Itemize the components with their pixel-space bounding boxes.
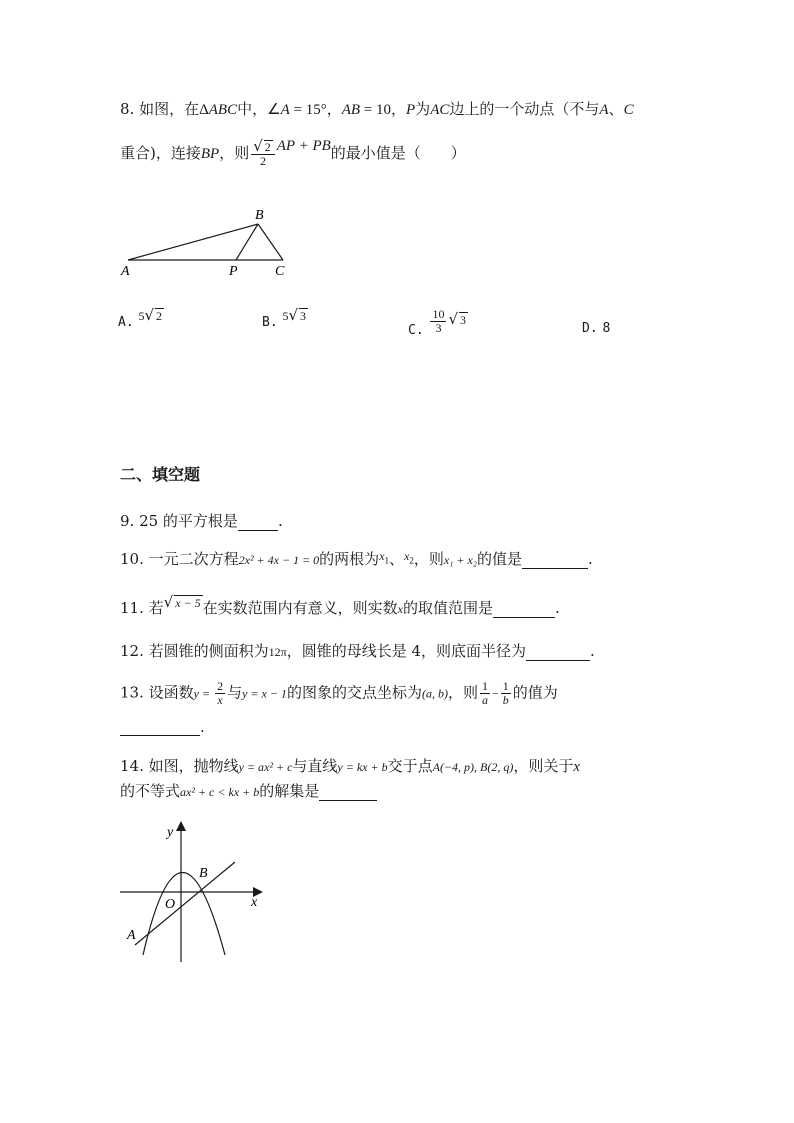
line-graph bbox=[135, 862, 235, 945]
option-d[interactable]: D. 8 bbox=[582, 321, 611, 336]
segment-bc-line bbox=[258, 224, 283, 260]
option-c-radical: √ 3 bbox=[448, 309, 466, 328]
delta-symbol: Δ bbox=[199, 102, 209, 118]
q13-answer-blank[interactable] bbox=[120, 721, 200, 736]
q8-text: ，则 bbox=[219, 144, 250, 162]
q8-text: 的最小值是（ ） bbox=[330, 144, 466, 162]
q12-answer-blank[interactable] bbox=[526, 646, 590, 661]
angle-symbol: ∠ bbox=[267, 102, 281, 118]
option-c[interactable]: C. $\frac{10}{3}$ √ 3 bbox=[408, 307, 466, 338]
label-x: x bbox=[251, 895, 258, 910]
option-c-fraction: $\frac{10}{3}$ bbox=[432, 307, 445, 335]
option-a[interactable]: A. $^{5√ 2}$ bbox=[118, 306, 162, 330]
parabola-graph bbox=[143, 873, 225, 956]
segment-ab: AB bbox=[341, 102, 361, 118]
segment-bp: BP bbox=[200, 146, 220, 162]
q8-text: 中， bbox=[237, 100, 268, 118]
point-c: C bbox=[623, 102, 634, 118]
q14-inequality: ax² + c < kx + b bbox=[180, 785, 260, 799]
triangle-abc: ABC bbox=[208, 102, 238, 118]
q13-point: (a, b) bbox=[421, 686, 448, 701]
label-a: A bbox=[127, 928, 136, 943]
option-b[interactable]: B. $^{5√ 3}$ bbox=[262, 306, 306, 330]
label-y: y bbox=[167, 825, 174, 840]
q9: 9. 25 的平方根是 . bbox=[120, 512, 283, 530]
option-d-value: 8 bbox=[602, 321, 611, 336]
q12: 12. 若圆锥的侧面积为12π，圆锥的母线长是 4，则底面半径为 . bbox=[120, 642, 595, 660]
q9-answer-blank[interactable] bbox=[238, 516, 278, 531]
expression-ap-pb: AP + PB bbox=[276, 138, 331, 154]
label-o: O bbox=[165, 897, 176, 912]
q10-answer-blank[interactable] bbox=[522, 554, 588, 569]
point-a: A bbox=[599, 102, 609, 118]
q11-answer-blank[interactable] bbox=[493, 603, 555, 618]
label-p: P bbox=[229, 264, 238, 279]
q10-x1: x1 bbox=[379, 549, 390, 566]
q13-line-func: y = x − 1 bbox=[242, 686, 287, 701]
option-b-value: 5√ 3 bbox=[282, 306, 306, 324]
q13-fraction-1-over-b: $\frac{1}{b}$ bbox=[502, 679, 509, 707]
q13-fraction-2-over-x: $\frac{2}{x}$ bbox=[217, 679, 224, 707]
q8-text: 边上的一个动点（不与 bbox=[449, 100, 600, 118]
q14-parabola: y = ax² + c bbox=[238, 760, 293, 774]
q8-line1 bbox=[120, 98, 634, 119]
q14-point-b: B(2, q) bbox=[480, 760, 514, 774]
q14-line2: 的不等式ax² + c < kx + b的解集是 bbox=[120, 780, 377, 801]
q8-text: 为 bbox=[415, 100, 431, 118]
q10-x2: x2 bbox=[404, 549, 414, 566]
q11-radical: √ x − 5 bbox=[163, 593, 201, 611]
point-p: P bbox=[406, 102, 416, 118]
q14-line1: 14. 如图，抛物线y = ax² + c与直线y = kx + b交于点A(−4, p), B(2, q)，则关于x bbox=[120, 757, 581, 775]
q14-point-a: A(−4, p) bbox=[432, 760, 475, 774]
sqrt2-over-2-fraction: $\frac{√ 2}{2}$ bbox=[251, 140, 275, 168]
label-b: B bbox=[199, 866, 208, 881]
label-a: A bbox=[121, 264, 130, 279]
q10-equation: 2x² + 4x − 1 = 0 bbox=[238, 553, 320, 567]
q8-text: 、 bbox=[608, 100, 624, 118]
q13-fraction-1-over-a: $\frac{1}{a}$ bbox=[481, 679, 488, 707]
q8-triangle-figure bbox=[115, 205, 295, 285]
q14-graph-figure bbox=[115, 820, 275, 970]
angle-value: = 15°， bbox=[289, 102, 342, 118]
q13-blank-line: . bbox=[120, 718, 205, 736]
q14-answer-blank[interactable] bbox=[319, 786, 377, 801]
section-heading: 二、填空题 bbox=[120, 465, 201, 484]
label-c: C bbox=[275, 264, 285, 279]
q12-area: 12π bbox=[268, 645, 287, 659]
q10: 10. 一元二次方程2x² + 4x − 1 = 0的两根为$^{x_1}$、$^{x_2}$，则x₁ + x₂的值是 . bbox=[120, 549, 593, 568]
q13: 13. 设函数y = $\frac{2}{x}$ 与y = x − 1的图象的交点坐标为(a, b)，则 $\frac{1}{a}$ − $\frac{1}{b}$ 的值为 bbox=[120, 679, 558, 707]
y-axis-arrow bbox=[176, 821, 186, 831]
label-b: B bbox=[255, 208, 264, 223]
segment-ac: AC bbox=[430, 102, 450, 118]
ab-value: = 10， bbox=[360, 102, 406, 118]
option-a-value: 5√ 2 bbox=[138, 306, 162, 324]
angle-a: A bbox=[280, 102, 290, 118]
q14-line: y = kx + b bbox=[337, 760, 388, 774]
q8-text: 重合)，连接 bbox=[120, 144, 201, 162]
segment-ab-line bbox=[128, 224, 258, 260]
q8-line2 bbox=[120, 137, 466, 168]
q10-sum: x₁ + x₂ bbox=[443, 553, 477, 567]
q11: 11. 若$^{√ x - 5}$ 在实数范围内有意义，则实数x的取值范围是 . bbox=[120, 593, 560, 617]
q8-text: 8. 如图，在 bbox=[120, 100, 200, 118]
